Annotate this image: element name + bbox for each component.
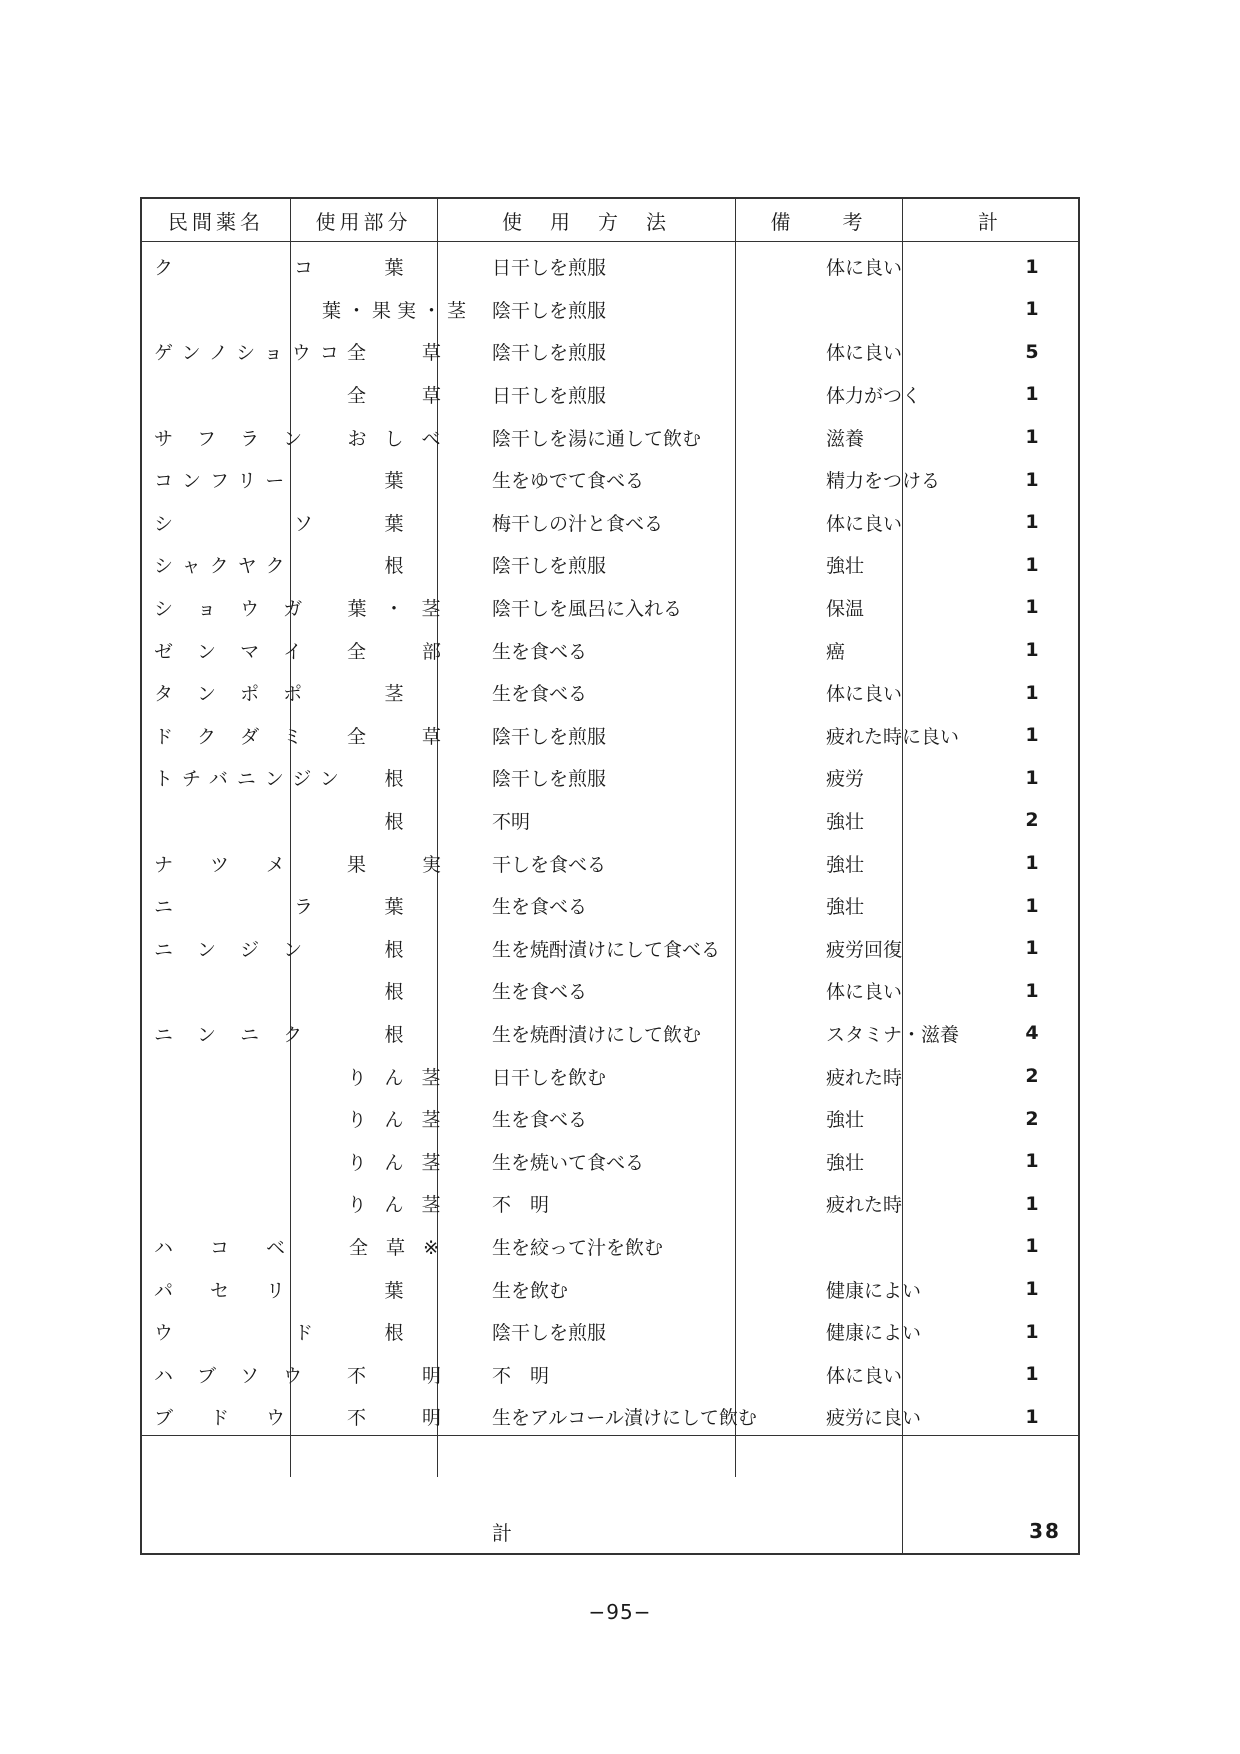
cell-count: 1: [1025, 1235, 1039, 1258]
table-row: [142, 1012, 1078, 1055]
cell-name: ハ コ ベ: [154, 1236, 295, 1259]
header-method: 使 用 方 法: [502, 209, 670, 234]
cell-name: シャクヤク: [154, 555, 294, 578]
cell-name: コンフリー: [154, 470, 294, 493]
cell-count: 2: [1025, 1065, 1039, 1088]
cell-remark: 体力がつく: [826, 384, 922, 407]
cell-name: トチバニンジン: [154, 768, 348, 791]
cell-name: ブ ド ウ: [154, 1407, 295, 1430]
cell-part: 全 草 ※: [349, 1236, 445, 1259]
cell-name: [154, 1054, 314, 1097]
cell-count: 1: [1025, 937, 1039, 960]
page-number: −95−: [588, 1600, 652, 1624]
cell-method: 生を食べる: [492, 1109, 588, 1132]
total-value: 38: [1029, 1519, 1061, 1543]
cell-method: 陰干しを煎服: [492, 299, 607, 322]
table-row: [142, 756, 1078, 799]
cell-count: 1: [1025, 1363, 1039, 1386]
cell-count: 5: [1025, 340, 1039, 363]
header-rule: [142, 241, 1078, 242]
cell-remark: [812, 288, 1001, 331]
header-part: 使用部分: [315, 209, 412, 234]
cell-name: タ ン ポ ポ: [154, 683, 312, 706]
cell-remark: 強壮: [826, 853, 865, 876]
cell-remark: 疲労回復: [826, 938, 903, 961]
cell-method: 陰干しを湯に通して飲む: [492, 427, 702, 450]
cell-name: サ フ ラ ン: [154, 427, 312, 450]
cell-remark: 健康によい: [826, 1279, 922, 1302]
cell-count: 1: [1025, 1405, 1039, 1428]
cell-method: 陰干しを煎服: [492, 725, 607, 748]
cell-count: 1: [1025, 468, 1039, 491]
cell-count: 1: [1025, 383, 1039, 406]
cell-remark: 強壮: [826, 1109, 865, 1132]
table-row: [142, 969, 1078, 1012]
cell-name: シ ョ ウ ガ: [154, 597, 312, 620]
cell-remark: 体に良い: [826, 257, 903, 280]
table-row: [142, 586, 1078, 629]
cell-part: 葉: [384, 512, 410, 535]
cell-name: ニ ン ジ ン: [154, 938, 312, 961]
cell-count: 1: [1025, 1192, 1039, 1215]
cell-part: 全 部: [346, 640, 447, 663]
cell-method: 生を絞って汁を飲む: [492, 1236, 664, 1259]
cell-part: り ん 茎: [347, 1151, 447, 1174]
total-row: [142, 1509, 1078, 1553]
cell-count: 2: [1025, 809, 1039, 832]
cell-part: 根: [384, 555, 410, 578]
cell-remark: 疲れた時: [826, 1194, 903, 1217]
cell-part: 根: [384, 938, 410, 961]
table-row: [142, 458, 1078, 501]
table-row: [142, 1353, 1078, 1396]
cell-count: 1: [1025, 1150, 1039, 1173]
cell-method: 梅干しの汁と食べる: [492, 512, 664, 535]
cell-part: 茎: [384, 683, 410, 706]
cell-part: 葉 ・ 茎: [347, 597, 447, 620]
cell-method: 生を焼酎漬けにして食べる: [492, 938, 721, 961]
total-label: 計: [492, 1520, 512, 1545]
cell-method: 生を飲む: [492, 1279, 569, 1302]
table-row: [142, 671, 1078, 714]
cell-method: 生を焼酎漬けにして飲む: [492, 1023, 702, 1046]
cell-part: り ん 茎: [347, 1066, 447, 1089]
cell-part: お し べ: [347, 427, 447, 450]
cell-remark: 強壮: [826, 555, 865, 578]
cell-name: [154, 1182, 314, 1225]
cell-part: 全 草: [346, 725, 447, 748]
cell-name: ゼ ン マ イ: [154, 640, 312, 663]
table-row: [142, 1395, 1078, 1438]
cell-remark: スタミナ・滋養: [826, 1023, 960, 1046]
cell-method: 陰干しを風呂に入れる: [492, 597, 683, 620]
table-row: [142, 1310, 1078, 1353]
header-remark: 備 考: [770, 209, 867, 234]
cell-name: ゲンノショウコ: [154, 342, 348, 365]
cell-part: 葉: [384, 470, 410, 493]
cell-name: [154, 1140, 314, 1183]
table-row: [142, 841, 1078, 884]
cell-method: 陰干しを煎服: [492, 555, 607, 578]
cell-method: 不 明: [492, 1194, 550, 1217]
cell-part: 全 草: [346, 342, 447, 365]
cell-part: り ん 茎: [347, 1109, 447, 1132]
cell-remark: 強壮: [826, 810, 865, 833]
table-row: [142, 714, 1078, 757]
cell-name: ニ ラ: [154, 896, 323, 919]
cell-remark: 精力をつける: [826, 470, 941, 493]
cell-method: 生をゆでて食べる: [492, 470, 645, 493]
table-row: [142, 1225, 1078, 1268]
cell-name: ウ ド: [154, 1322, 323, 1345]
table-row: [142, 415, 1078, 458]
cell-count: 1: [1025, 766, 1039, 789]
cell-count: 1: [1025, 298, 1039, 321]
cell-count: 2: [1025, 1107, 1039, 1130]
cell-remark: 癌: [826, 640, 846, 663]
table-row: [142, 543, 1078, 586]
cell-method: 生を食べる: [492, 896, 588, 919]
cell-count: 4: [1025, 1022, 1039, 1045]
cell-count: 1: [1025, 681, 1039, 704]
cell-method: 不 明: [492, 1364, 550, 1387]
cell-name: ナ ツ メ: [154, 853, 295, 876]
cell-method: 生をアルコール漬けにして飲む: [492, 1407, 757, 1430]
cell-count: 1: [1025, 852, 1039, 875]
cell-remark: 体に良い: [826, 683, 903, 706]
header-count: 計: [978, 209, 1002, 234]
cell-method: 日干しを煎服: [492, 257, 607, 280]
cell-name: [154, 969, 314, 1012]
cell-method: 陰干しを煎服: [492, 768, 607, 791]
cell-name: ニ ン ニ ク: [154, 1023, 312, 1046]
cell-count: 1: [1025, 426, 1039, 449]
cell-part: 根: [384, 1322, 410, 1345]
cell-part: 根: [384, 768, 410, 791]
cell-remark: 健康によい: [826, 1322, 922, 1345]
cell-remark: 体に良い: [826, 1364, 903, 1387]
cell-remark: 疲労: [826, 768, 865, 791]
table-row: [142, 501, 1078, 544]
cell-name: [154, 1097, 314, 1140]
cell-method: 生を食べる: [492, 683, 588, 706]
cell-name: パ セ リ: [154, 1279, 295, 1302]
cell-method: 日干しを飲む: [492, 1066, 607, 1089]
cell-remark: 体に良い: [826, 512, 903, 535]
table-row: [142, 288, 1078, 331]
cell-method: 日干しを煎服: [492, 384, 607, 407]
table-row: [142, 1054, 1078, 1097]
cell-part: 全 草: [346, 384, 447, 407]
cell-remark: 疲れた時: [826, 1066, 903, 1089]
cell-remark: 強壮: [826, 896, 865, 919]
cell-remark: 疲労に良い: [826, 1407, 922, 1430]
herbal-medicine-table: [140, 197, 1080, 1555]
cell-part: 根: [384, 1023, 410, 1046]
cell-method: 不明: [492, 810, 531, 833]
cell-method: 干しを食べる: [492, 853, 607, 876]
cell-name: [154, 799, 314, 842]
cell-name: ク コ: [154, 257, 323, 280]
cell-count: 1: [1025, 1278, 1039, 1301]
cell-name: ハ ブ ソ ウ: [154, 1364, 312, 1387]
cell-remark: 保温: [826, 597, 865, 620]
table-row: [142, 628, 1078, 671]
cell-remark: 体に良い: [826, 342, 903, 365]
cell-count: 1: [1025, 553, 1039, 576]
table-row: [142, 245, 1078, 288]
cell-count: 1: [1025, 255, 1039, 278]
cell-name: [154, 373, 314, 416]
table-row: [142, 799, 1078, 842]
table-row: [142, 1182, 1078, 1225]
cell-part: 葉: [384, 1279, 410, 1302]
table-row: [142, 1267, 1078, 1310]
cell-count: 1: [1025, 894, 1039, 917]
table-row: [142, 927, 1078, 970]
cell-part: 葉: [384, 257, 410, 280]
cell-remark: 強壮: [826, 1151, 865, 1174]
cell-count: 1: [1025, 639, 1039, 662]
cell-remark: 滋養: [826, 427, 865, 450]
header-name: 民間薬名: [168, 209, 264, 234]
cell-part: 不 明: [346, 1407, 447, 1430]
cell-method: 陰干しを煎服: [492, 1322, 607, 1345]
cell-method: 陰干しを煎服: [492, 342, 607, 365]
cell-method: 生を食べる: [492, 640, 588, 663]
cell-name: ド ク ダ ミ: [154, 725, 312, 748]
table-row: [142, 373, 1078, 416]
cell-count: 1: [1025, 979, 1039, 1002]
cell-count: 1: [1025, 724, 1039, 747]
cell-method: 生を食べる: [492, 981, 588, 1004]
cell-part: り ん 茎: [347, 1194, 447, 1217]
cell-remark: 体に良い: [826, 981, 903, 1004]
cell-name: シ ソ: [154, 512, 323, 535]
cell-part: 根: [384, 810, 410, 833]
cell-part: 果 実: [346, 853, 447, 876]
cell-count: 1: [1025, 596, 1039, 619]
cell-count: 1: [1025, 511, 1039, 534]
cell-count: 1: [1025, 1320, 1039, 1343]
cell-part: 葉・果実・茎: [322, 299, 473, 322]
cell-remark: [812, 1225, 1001, 1268]
cell-part: 葉: [384, 896, 410, 919]
cell-part: 不 明: [346, 1364, 447, 1387]
table-row: [142, 1140, 1078, 1183]
cell-part: 根: [384, 981, 410, 1004]
table-row: [142, 884, 1078, 927]
cell-name: [154, 288, 314, 331]
table-row: [142, 1097, 1078, 1140]
cell-remark: 疲れた時に良い: [826, 725, 960, 748]
cell-method: 生を焼いて食べる: [492, 1151, 645, 1174]
table-row: [142, 330, 1078, 373]
